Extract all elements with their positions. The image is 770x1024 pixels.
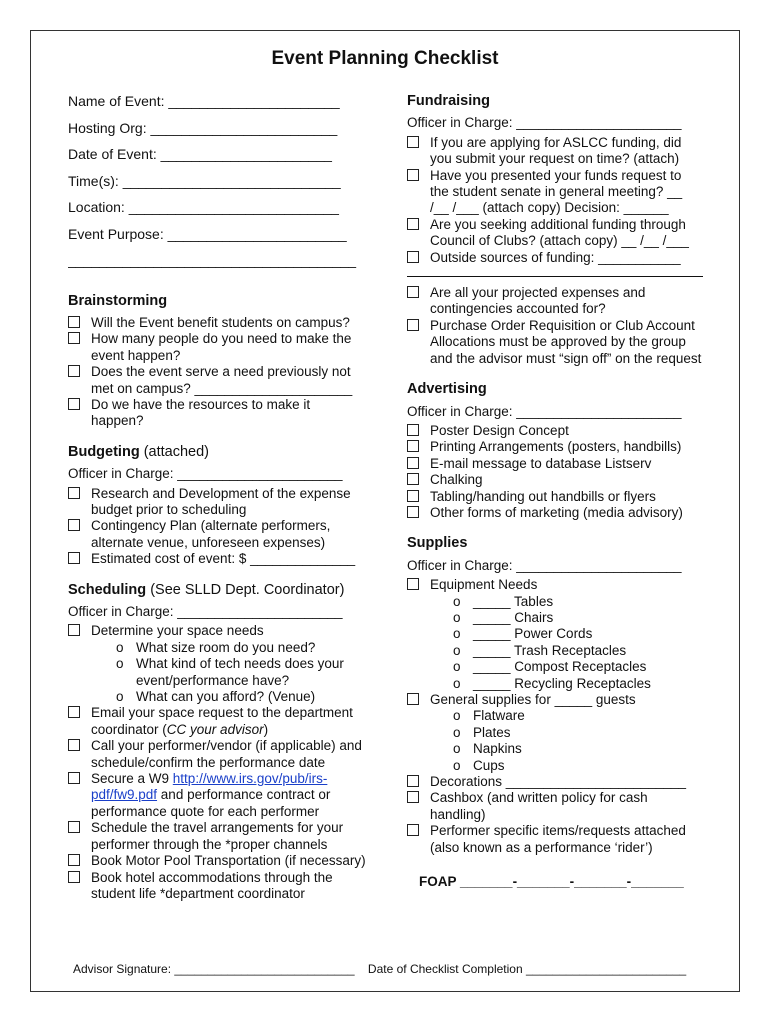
- checkbox[interactable]: [68, 398, 80, 410]
- footer: [73, 962, 686, 976]
- checkbox[interactable]: [68, 821, 80, 833]
- checkbox[interactable]: [68, 854, 80, 866]
- checkbox[interactable]: [68, 739, 80, 751]
- scheduling-heading: Scheduling (See SLLD Dept. Coordinator): [68, 581, 345, 598]
- sub-item: o Flatware: [453, 708, 525, 724]
- checklist-item: Call your performer/vendor (if applicable) and schedule/confirm the performance date: [68, 738, 366, 771]
- sub-item: o Cups: [453, 757, 505, 773]
- checkbox[interactable]: [68, 316, 80, 328]
- sub-item: o _____ Compost Receptacles: [453, 659, 647, 675]
- checklist-item: Email your space request to the department coordinator (CC your advisor): [68, 705, 366, 738]
- checkbox[interactable]: [407, 218, 419, 230]
- checkbox[interactable]: [407, 473, 419, 485]
- checklist-item: E-mail message to database Listserv: [407, 456, 703, 472]
- checklist-item: Are you seeking additional funding through Council of Clubs? (attach copy) __ /__ /___: [407, 217, 703, 250]
- sub-item: o What can you afford? (Venue): [116, 689, 316, 705]
- checkbox[interactable]: [407, 251, 419, 263]
- checklist-item: Secure a W9 http://www.irs.gov/pub/irs-pdf/fw9.pdf and performance contract or performance quote for each performer: [68, 771, 366, 820]
- advisor-signature-field[interactable]: Advisor Signature: ___________________________: [73, 962, 355, 976]
- checkbox[interactable]: [407, 506, 419, 518]
- checklist-item: Does the event serve a need previously not met on campus? _____________________: [68, 364, 366, 397]
- checklist-item: Book Motor Pool Transportation (if necessary): [68, 853, 366, 869]
- sub-item: o _____ Tables: [453, 593, 554, 609]
- checkbox[interactable]: [407, 693, 419, 705]
- checklist-item: Outside sources of funding: ___________: [407, 250, 703, 266]
- checkbox[interactable]: [407, 824, 419, 836]
- fundraising-heading: Fundraising: [407, 93, 490, 109]
- checkbox[interactable]: [407, 578, 419, 590]
- checklist-item: Are all your projected expenses and contingencies accounted for?: [407, 285, 703, 318]
- w9-link[interactable]: http://www.irs.gov/pub/irs-pdf/fw9.pdf: [91, 771, 328, 803]
- sub-item: o _____ Trash Receptacles: [453, 642, 627, 658]
- checklist-item: Schedule the travel arrangements for your performer through the *proper channels: [68, 820, 366, 853]
- bullet: o: [116, 689, 124, 705]
- checkbox[interactable]: [68, 624, 80, 636]
- checklist-item: Contingency Plan (alternate performers, alternate venue, unforeseen expenses): [68, 518, 366, 551]
- supplies-heading: Supplies: [407, 535, 468, 552]
- sub-item: o _____ Chairs: [453, 609, 554, 625]
- checklist-item: Poster Design Concept: [407, 423, 703, 439]
- event-purpose-field-line2[interactable]: _____________________________________: [68, 252, 357, 268]
- scheduling-officer-field[interactable]: Officer in Charge: ______________________: [68, 604, 343, 619]
- checklist-item: Do we have the resources to make it happen?: [68, 397, 366, 430]
- right-column: [407, 93, 703, 890]
- times-field[interactable]: Time(s): ____________________________: [68, 172, 341, 189]
- checkbox[interactable]: [68, 332, 80, 344]
- checkbox[interactable]: [407, 136, 419, 148]
- checklist-item: Tabling/handing out handbills or flyers: [407, 489, 703, 505]
- date-of-event-field[interactable]: Date of Event: ______________________: [68, 146, 332, 162]
- location-field[interactable]: Location: ___________________________: [68, 199, 339, 215]
- checkbox[interactable]: [68, 552, 80, 564]
- checkbox[interactable]: [68, 706, 80, 718]
- sub-item: o Napkins: [453, 741, 522, 757]
- event-purpose-field[interactable]: Event Purpose: _______________________: [68, 225, 347, 242]
- sub-item: o _____ Power Cords: [453, 626, 593, 642]
- checkbox[interactable]: [407, 775, 419, 787]
- checklist-item: Performer specific items/requests attached (also known as a performance ‘rider’): [407, 823, 703, 856]
- advertising-heading: Advertising: [407, 381, 487, 398]
- checkbox[interactable]: [407, 169, 419, 181]
- checklist-item: Book hotel accommodations through the student life *department coordinator: [68, 870, 366, 903]
- hosting-org-field[interactable]: Hosting Org: ________________________: [68, 119, 338, 136]
- sub-item: o Plates: [453, 724, 511, 740]
- checklist-item: Will the Event benefit students on campus?: [68, 315, 366, 331]
- budgeting-heading: Budgeting (attached): [68, 443, 210, 460]
- checklist-item: Chalking: [407, 472, 703, 488]
- checkbox[interactable]: [407, 286, 419, 298]
- checklist-item: How many people do you need to make the event happen?: [68, 331, 366, 364]
- checkbox[interactable]: [68, 871, 80, 883]
- name-of-event-field[interactable]: Name of Event: ______________________: [68, 93, 340, 109]
- checklist-item: If you are applying for ASLCC funding, did you submit your request on time? (attach): [407, 135, 703, 168]
- checklist-item: Other forms of marketing (media advisory): [407, 505, 703, 521]
- brainstorming-heading: Brainstorming: [68, 292, 168, 309]
- checklist-item: Decorations ________________________: [407, 774, 703, 790]
- checkbox[interactable]: [68, 772, 80, 784]
- checklist-item: Research and Development of the expense budget prior to scheduling: [68, 486, 366, 519]
- foap-field[interactable]: FOAP _______-_______-_______-_______: [419, 874, 684, 890]
- bullet: o: [116, 656, 124, 672]
- checklist-item: Determine your space needs: [68, 623, 366, 639]
- checkbox[interactable]: [407, 440, 419, 452]
- checklist-item: Have you presented your funds request to the student senate in general meeting? __ /__ /___ (attach copy) Decision: ______: [407, 168, 703, 217]
- checkbox[interactable]: [68, 365, 80, 377]
- budgeting-officer-field[interactable]: Officer in Charge: ______________________: [68, 466, 343, 482]
- checklist-item: General supplies for _____ guests: [407, 692, 703, 708]
- completion-date-field[interactable]: Date of Checklist Completion ________________________: [367, 962, 687, 976]
- checkbox[interactable]: [407, 319, 419, 331]
- left-column: [68, 93, 366, 902]
- sub-item: o What kind of tech needs does your event/performance have?: [116, 656, 344, 688]
- checkbox[interactable]: [407, 457, 419, 469]
- sub-item: o What size room do you need?: [116, 639, 316, 655]
- advertising-officer-field[interactable]: Officer in Charge: ______________________: [407, 403, 682, 419]
- checkbox[interactable]: [68, 487, 80, 499]
- checklist-item: Equipment Needs: [407, 577, 703, 593]
- checklist-item: Estimated cost of event: $ ______________: [68, 551, 366, 567]
- supplies-officer-field[interactable]: Officer in Charge: ______________________: [407, 557, 682, 573]
- sub-item: o _____ Recycling Receptacles: [453, 675, 651, 691]
- checkbox[interactable]: [407, 490, 419, 502]
- checkbox[interactable]: [68, 519, 80, 531]
- checklist-item: Cashbox (and written policy for cash handling): [407, 790, 703, 823]
- checklist-item: Purchase Order Requisition or Club Account Allocations must be approved by the group and the advisor must “sign off” on the request: [407, 318, 703, 367]
- checklist-item: Printing Arrangements (posters, handbills): [407, 439, 703, 455]
- checkbox[interactable]: [407, 424, 419, 436]
- checkbox[interactable]: [407, 791, 419, 803]
- bullet: o: [116, 639, 124, 655]
- fundraising-officer-field[interactable]: Officer in Charge: ______________________: [407, 115, 682, 131]
- document-title: Event Planning Checklist: [271, 48, 499, 69]
- divider-line: [407, 266, 703, 277]
